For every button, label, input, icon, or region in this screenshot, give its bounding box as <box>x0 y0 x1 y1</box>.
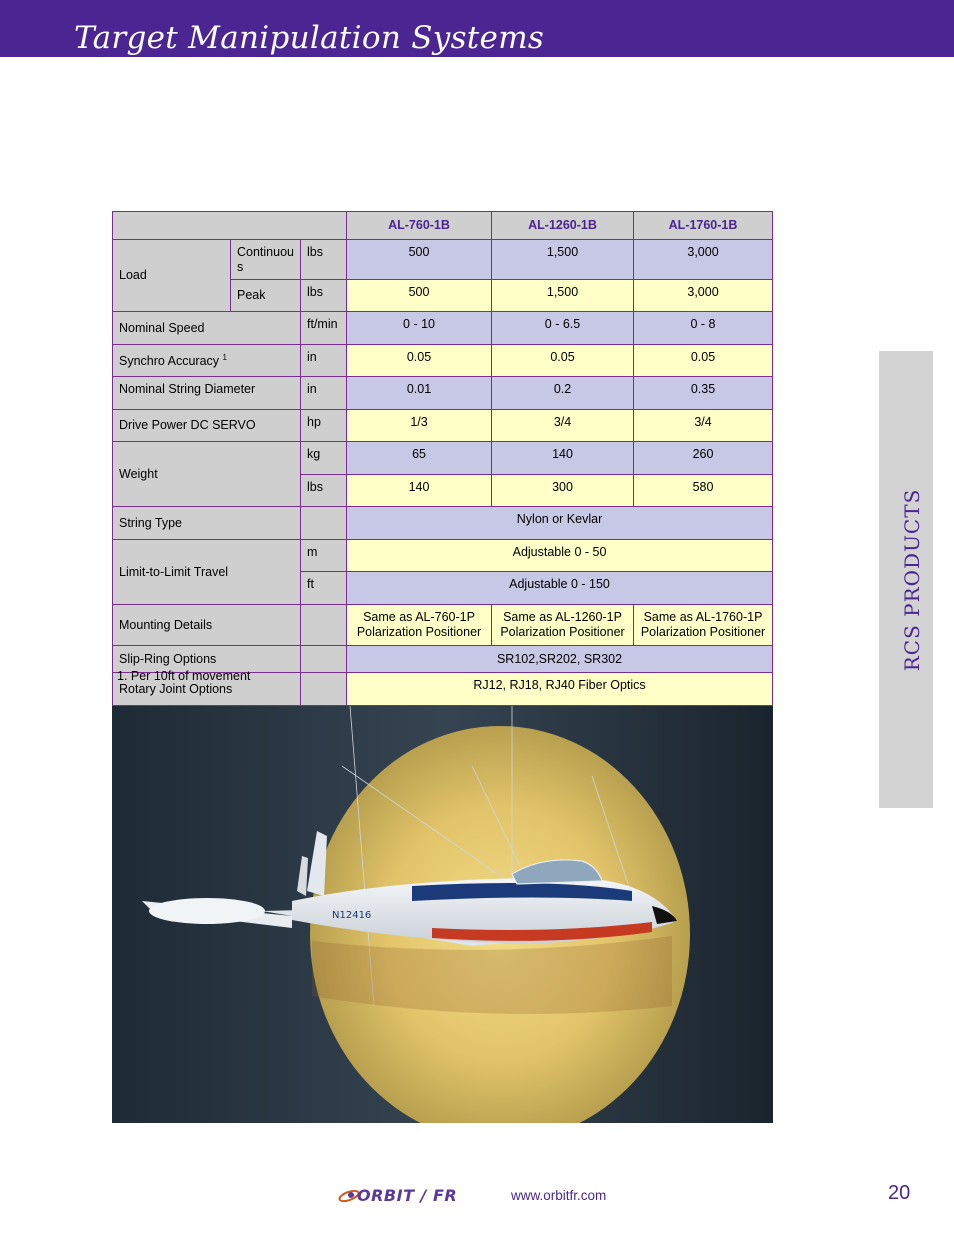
table-cell: Nylon or Kevlar <box>347 507 773 540</box>
row-unit: lbs <box>301 474 347 507</box>
table-cell: 260 <box>634 442 773 475</box>
row-label: Nominal String Diameter <box>113 377 301 410</box>
table-cell: 1,500 <box>492 239 634 279</box>
column-header: AL-1260-1B <box>492 212 634 240</box>
row-label: Rotary Joint Options <box>113 673 301 706</box>
table-cell: 500 <box>347 279 492 312</box>
row-unit: hp <box>301 409 347 442</box>
page-header <box>0 0 954 57</box>
table-cell: 0.35 <box>634 377 773 410</box>
table-cell <box>634 604 773 645</box>
logo-text: ORBIT / FR <box>357 1186 458 1205</box>
row-label: Weight <box>113 442 301 507</box>
table-cell: 3,000 <box>634 239 773 279</box>
row-unit: ft <box>301 572 347 605</box>
row-unit <box>301 673 347 706</box>
table-cell: 3,000 <box>634 279 773 312</box>
page-title: Target Manipulation Systems <box>74 20 545 56</box>
table-cell: Adjustable 0 - 150 <box>347 572 773 605</box>
table-cell: 140 <box>347 474 492 507</box>
cell-line: Polarization Positioner <box>356 624 482 639</box>
cell-line: Same as AL-1260-1P <box>503 609 622 624</box>
table-row <box>113 344 773 377</box>
table-cell: 65 <box>347 442 492 475</box>
row-unit: lbs <box>301 239 347 279</box>
cell-line: Same as AL-760-1P <box>363 609 475 624</box>
table-cell: 0.01 <box>347 377 492 410</box>
row-label: Nominal Speed <box>113 312 301 345</box>
table-cell: 500 <box>347 239 492 279</box>
section-tab <box>879 351 933 808</box>
row-label: String Type <box>113 507 301 540</box>
table-cell: 1,500 <box>492 279 634 312</box>
table-cell: Adjustable 0 - 50 <box>347 539 773 572</box>
footnote-mark: 1 <box>222 352 227 362</box>
row-sublabel: Continuous <box>231 239 301 279</box>
table-row <box>113 312 773 345</box>
table-cell: 0.05 <box>347 344 492 377</box>
column-header: AL-760-1B <box>347 212 492 240</box>
table-cell: 3/4 <box>492 409 634 442</box>
table-cell: 0.2 <box>492 377 634 410</box>
row-unit <box>301 604 347 645</box>
row-unit: in <box>301 344 347 377</box>
row-unit <box>301 645 347 673</box>
table-cell <box>347 604 492 645</box>
page-number: 20 <box>888 1182 911 1204</box>
row-unit: lbs <box>301 279 347 312</box>
table-cell: 0 - 10 <box>347 312 492 345</box>
website-link[interactable]: www.orbitfr.com <box>511 1188 607 1203</box>
table-cell: 0.05 <box>634 344 773 377</box>
row-label: Load <box>113 239 231 312</box>
row-unit: m <box>301 539 347 572</box>
row-unit <box>301 507 347 540</box>
table-row <box>113 539 773 572</box>
row-label: Mounting Details <box>113 604 301 645</box>
aircraft-photo <box>112 706 773 1123</box>
tail-number: N12416 <box>332 910 372 921</box>
header-blank-cell <box>113 212 347 240</box>
row-label-text: Synchro Accuracy <box>119 353 220 368</box>
table-row <box>113 377 773 410</box>
row-unit: ft/min <box>301 312 347 345</box>
table-cell: 140 <box>492 442 634 475</box>
table-row <box>113 239 773 279</box>
row-unit: in <box>301 377 347 410</box>
table-cell: SR102,SR202, SR302 <box>347 645 773 673</box>
table-cell <box>492 604 634 645</box>
aircraft-photo-illustration <box>112 706 773 1123</box>
row-label <box>113 344 301 377</box>
table-cell: 300 <box>492 474 634 507</box>
spec-table <box>112 211 773 706</box>
row-unit: kg <box>301 442 347 475</box>
table-row <box>113 409 773 442</box>
row-label: Slip-Ring Options <box>113 645 301 673</box>
table-row <box>113 507 773 540</box>
footnote: 1. Per 10ft of movement <box>117 669 251 683</box>
table-row <box>113 442 773 475</box>
row-sublabel: Peak <box>231 279 301 312</box>
section-tab-label: RCS PRODUCTS <box>900 488 924 671</box>
table-cell: 0.05 <box>492 344 634 377</box>
column-header: AL-1760-1B <box>634 212 773 240</box>
table-cell: 0 - 6.5 <box>492 312 634 345</box>
table-cell: 580 <box>634 474 773 507</box>
table-cell: 3/4 <box>634 409 773 442</box>
orbit-fr-logo <box>337 1185 477 1207</box>
table-cell: 1/3 <box>347 409 492 442</box>
cell-line: Polarization Positioner <box>500 624 625 639</box>
cell-line: Same as AL-1760-1P <box>643 609 763 624</box>
row-label: Drive Power DC SERVO <box>113 409 301 442</box>
table-header-row <box>113 212 773 240</box>
table-cell: 0 - 8 <box>634 312 773 345</box>
table-row <box>113 604 773 645</box>
row-label: Limit-to-Limit Travel <box>113 539 301 604</box>
table-cell: RJ12, RJ18, RJ40 Fiber Optics <box>347 673 773 706</box>
cell-line: Polarization Positioner <box>640 624 766 639</box>
